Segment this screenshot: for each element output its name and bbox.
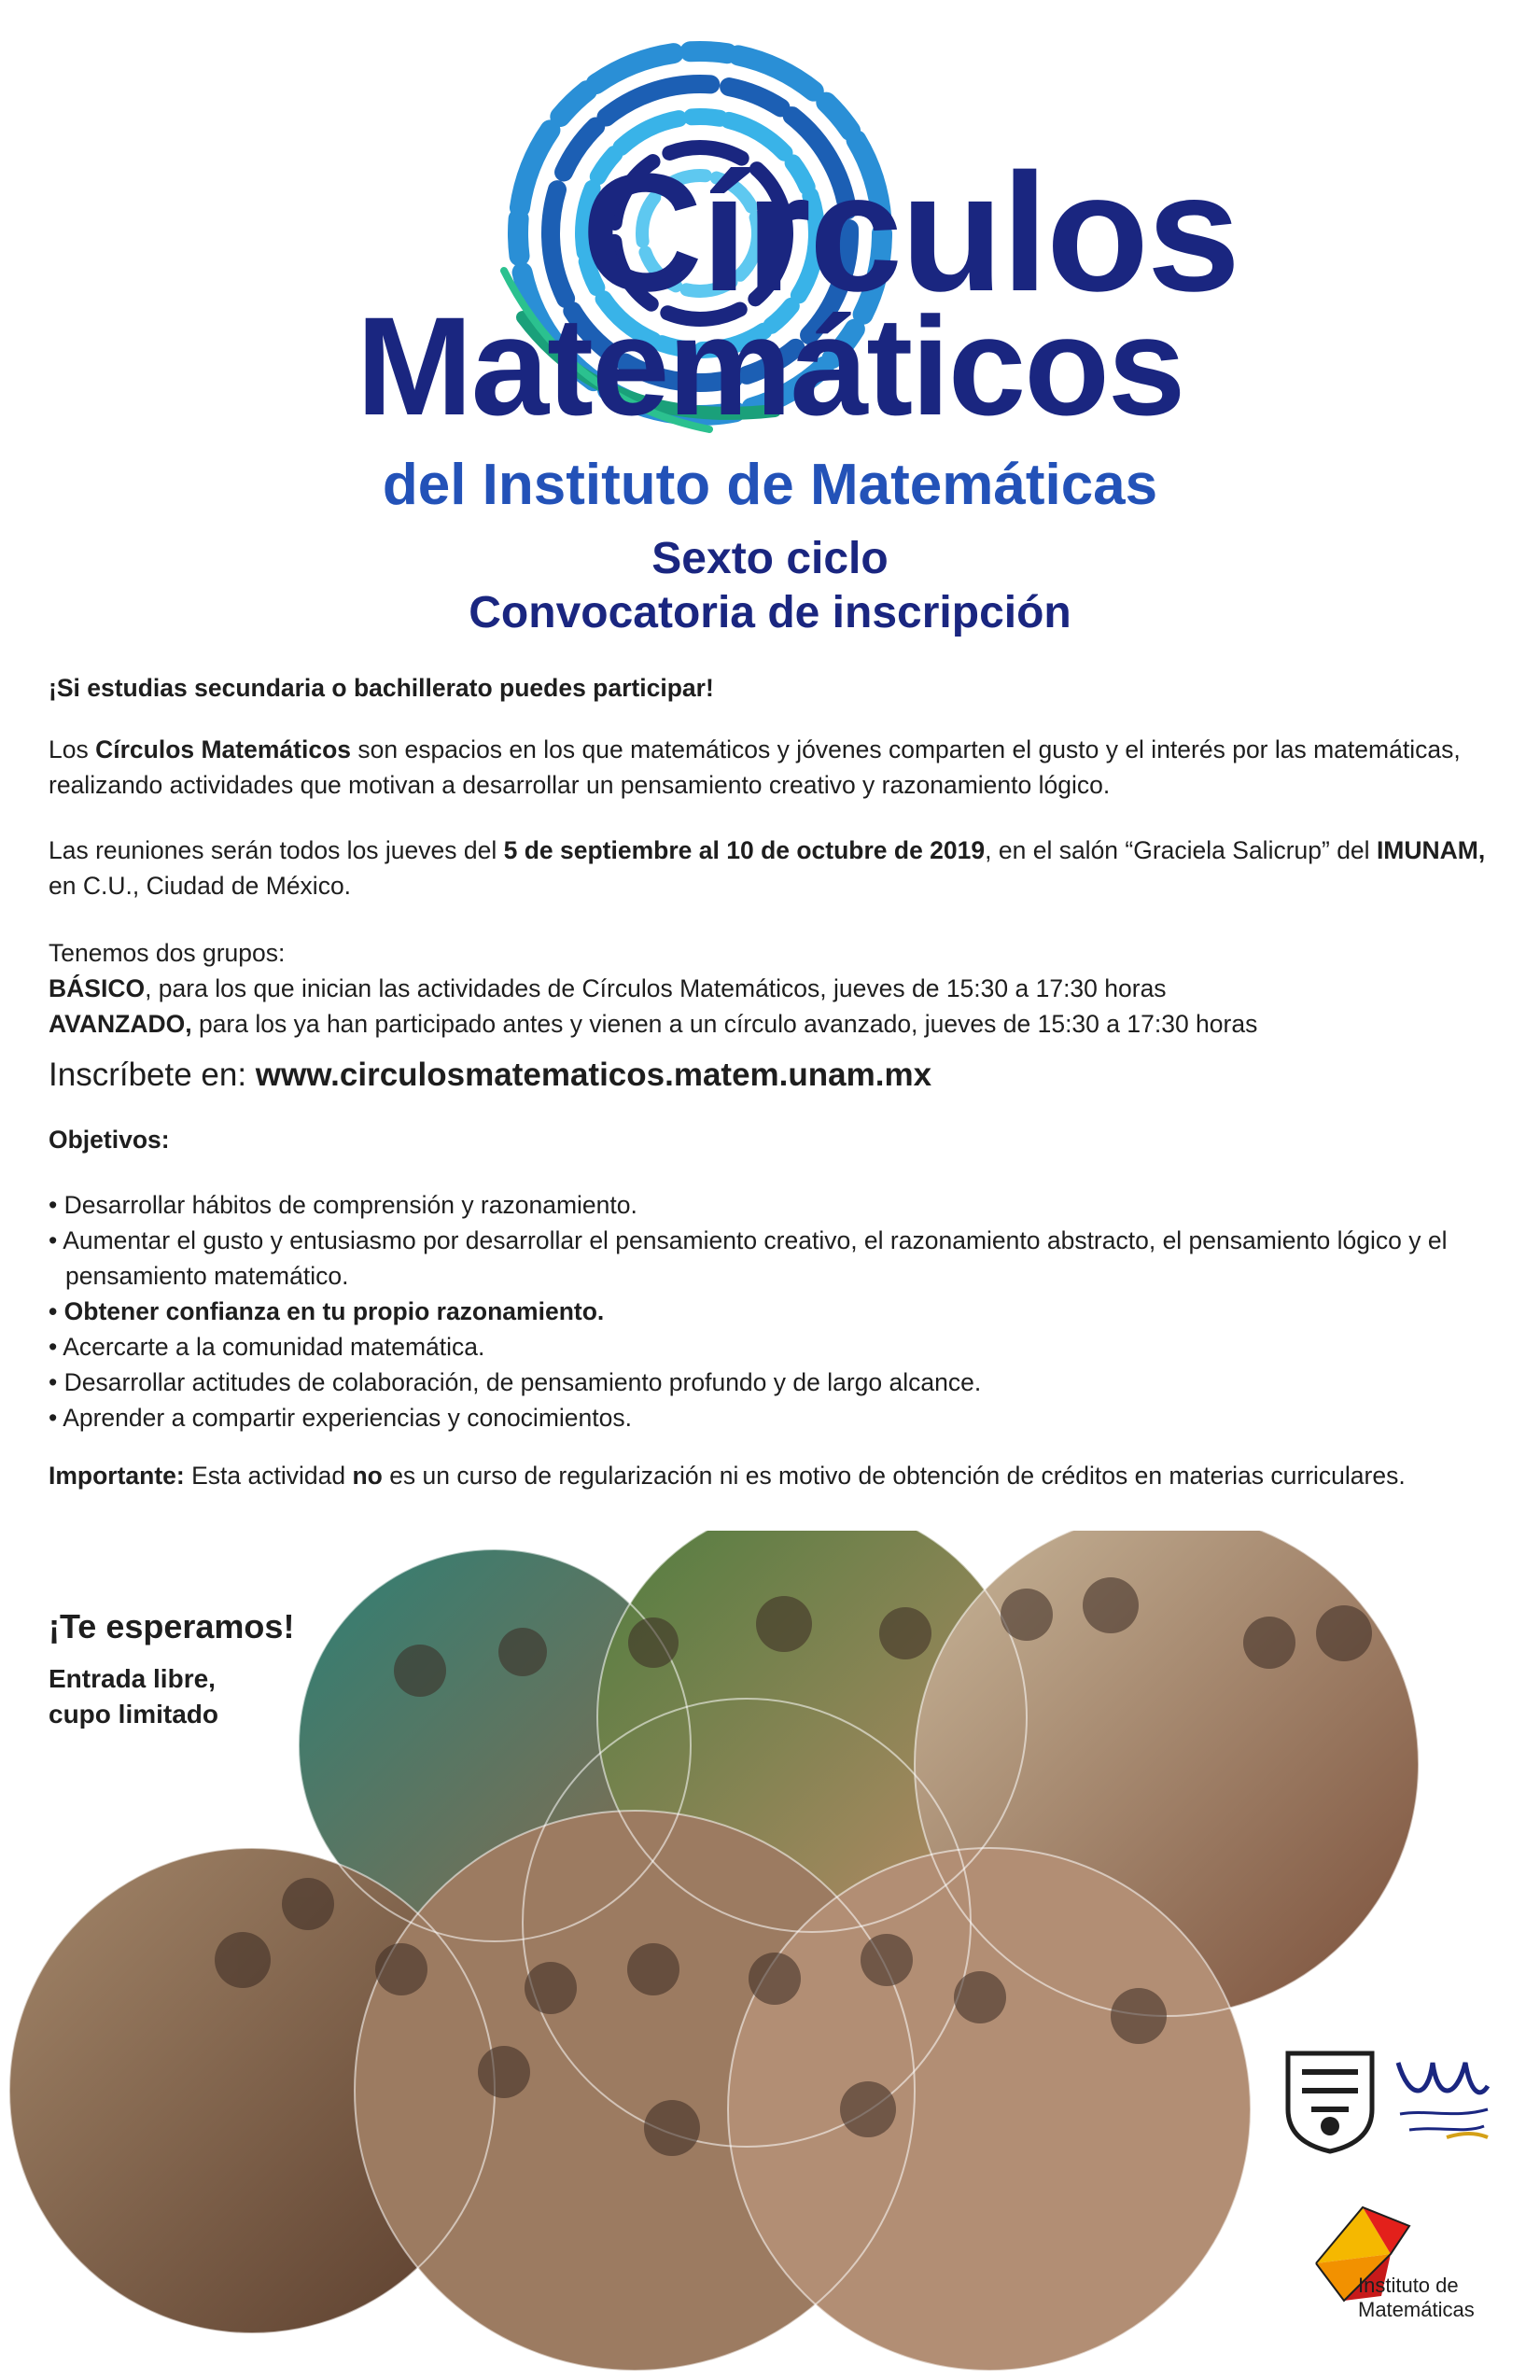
objectives-title: Objetivos:	[49, 1126, 170, 1154]
dates-bold-venue: IMUNAM,	[1376, 836, 1486, 864]
dates-mid: , en el salón “Graciela Salicrup” del	[985, 836, 1377, 864]
title-line-2: Matemáticos	[356, 287, 1184, 444]
entry-line-1: Entrada libre,	[49, 1664, 216, 1693]
register-label: Inscríbete en:	[49, 1057, 256, 1093]
invite-text: ¡Si estudias secundaria o bachillerato puedes participar!	[49, 674, 714, 702]
dates-paragraph	[49, 833, 1486, 903]
entry-line-2: cupo limitado	[49, 1700, 218, 1729]
group-basic-name: BÁSICO	[49, 974, 146, 1002]
objective-item: • Obtener confianza en tu propio razonamiento.	[49, 1294, 1486, 1329]
dates-post: en C.U., Ciudad de México.	[49, 872, 352, 900]
objectives-list	[49, 1187, 1486, 1435]
dates-bold: 5 de septiembre al 10 de octubre de 2019	[503, 836, 986, 864]
entry-note	[49, 1661, 291, 1732]
desc-post: son espacios en los que matemáticos y jóvenes comparten el gusto y el interés por las matemáticas, realizando actividades que motivan a desarrollar un pensamiento creativo y razonamiento lógico.	[49, 735, 1461, 799]
group-advanced	[49, 1006, 1486, 1042]
call-heading: Convocatoria de inscripción	[469, 588, 1071, 637]
desc-pre: Los	[49, 735, 96, 763]
important-label: Importante:	[49, 1462, 185, 1490]
objective-item: • Aprender a compartir experiencias y conocimientos.	[49, 1400, 1486, 1435]
subtitle: del Instituto de Matemáticas	[382, 453, 1158, 517]
unam-script-logo	[1391, 2044, 1493, 2147]
group-basic-text: , para los que inician las actividades de Círculos Matemáticos, jueves de 15:30 a 17:30 horas	[145, 974, 1167, 1002]
objective-item: • Desarrollar hábitos de comprensión y razonamiento.	[49, 1187, 1486, 1223]
description-paragraph	[49, 732, 1486, 803]
group-basic	[49, 971, 1486, 1006]
important-note	[49, 1458, 1486, 1493]
groups-intro: Tenemos dos grupos:	[49, 939, 286, 967]
group-advanced-name: AVANZADO,	[49, 1010, 192, 1038]
im-label-line-1: Instituto de	[1358, 2274, 1459, 2297]
im-label-line-2: Matemáticas	[1358, 2298, 1475, 2321]
desc-bold: Círculos Matemáticos	[95, 735, 352, 763]
unam-shield-logo	[1279, 2044, 1381, 2156]
group-advanced-text: para los ya han participado antes y vienen a un círculo avanzado, jueves de 15:30 a 17:30 horas	[191, 1010, 1258, 1038]
dates-pre: Las reuniones serán todos los jueves del	[49, 836, 504, 864]
important-post: es un curso de regularización ni es motivo de obtención de créditos en materias curriculares.	[382, 1462, 1406, 1490]
welcome-heading: ¡Te esperamos!	[49, 1607, 295, 1645]
objective-item: • Desarrollar actitudes de colaboración, de pensamiento profundo y de largo alcance.	[49, 1365, 1486, 1400]
instituto-matematicas-label	[1358, 2274, 1526, 2322]
title-line-1: Círculos	[581, 139, 1239, 327]
register-url-link[interactable]: www.circulosmatematicos.matem.unam.mx	[255, 1057, 932, 1093]
objective-item: • Aumentar el gusto y entusiasmo por desarrollar el pensamiento creativo, el razonamiento abstracto, el pensamiento lógico y el pensamiento matemático.	[49, 1223, 1486, 1294]
important-no: no	[352, 1462, 383, 1490]
important-pre: Esta actividad	[184, 1462, 353, 1490]
groups-paragraph	[49, 935, 1486, 1042]
register-line	[49, 1053, 1486, 1098]
objective-item: • Acercarte a la comunidad matemática.	[49, 1329, 1486, 1365]
cycle-heading: Sexto ciclo	[651, 534, 889, 583]
